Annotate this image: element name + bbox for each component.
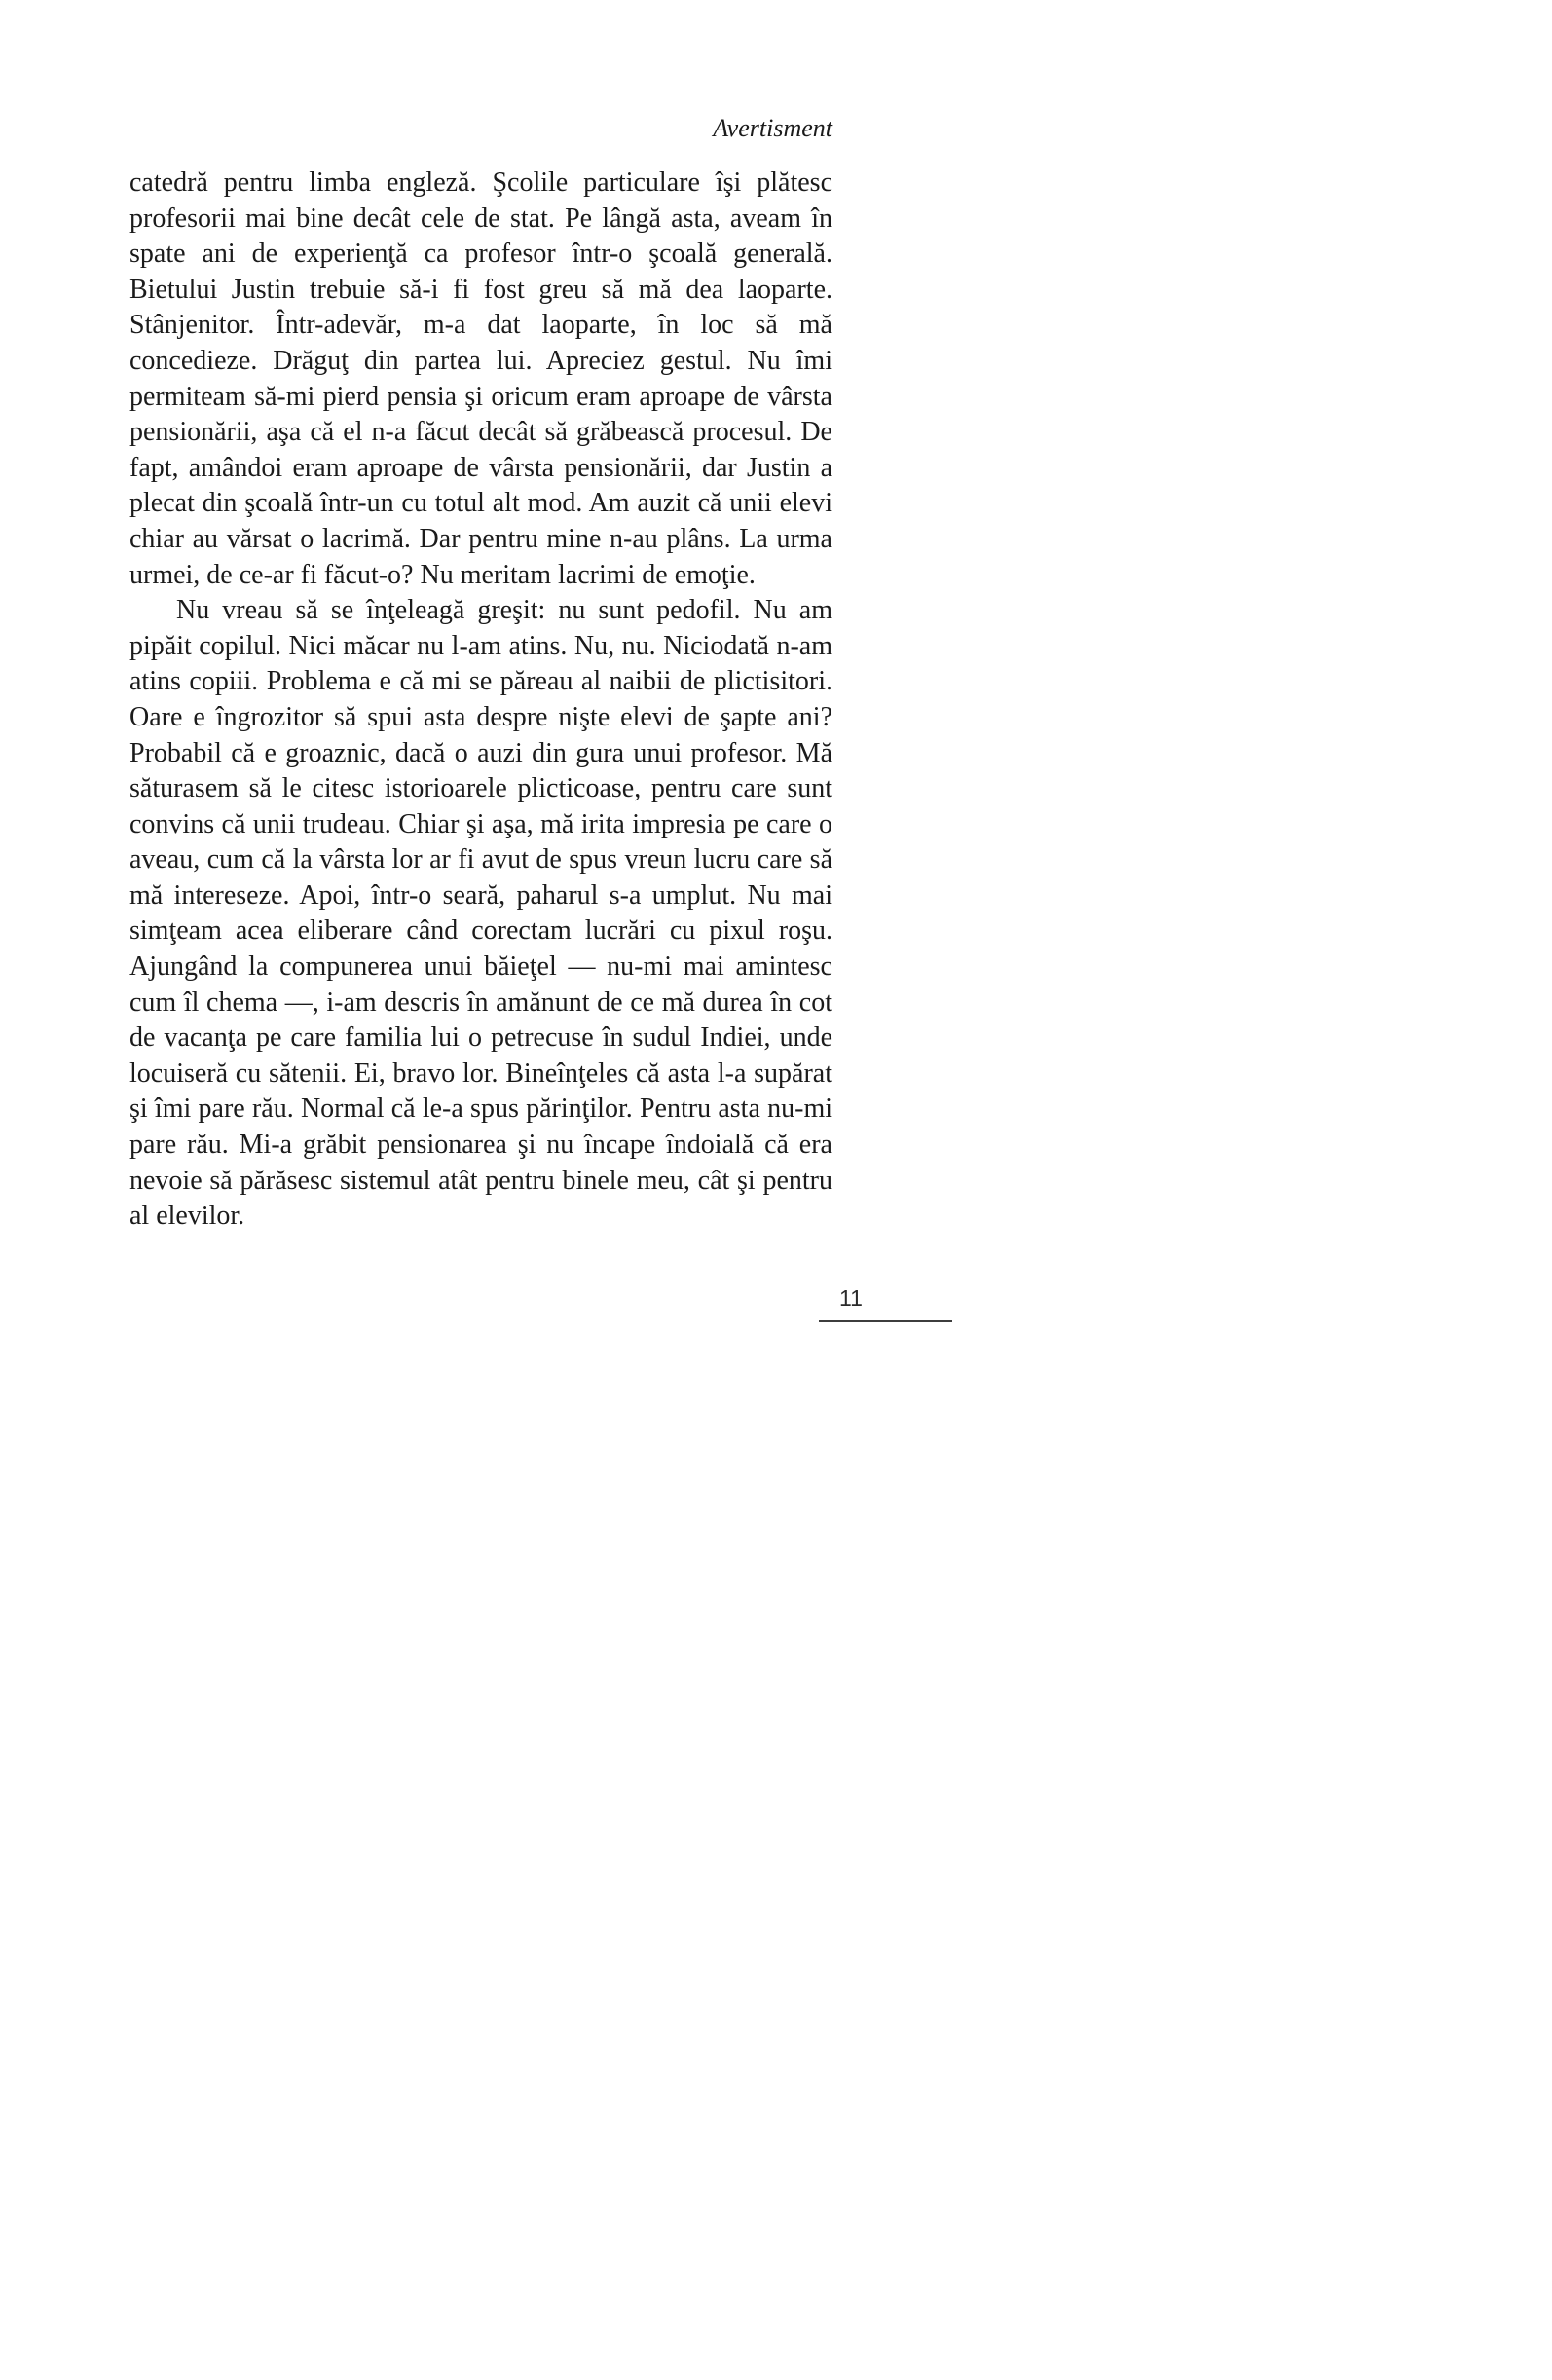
text-block xyxy=(129,166,832,1235)
paragraph: Nu vreau să se înţeleagă greşit: nu sunt pedofil. Nu am pipăit copilul. Nici măcar nu l-am atins. Nu, nu. Niciodată n-am atins copiii. Problema e că mi se păreau al naibii de plictisitori. Oare e îngrozitor să spui asta despre nişte elevi de şapte ani? Probabil că e groaznic, dacă o auzi din gura unui profesor. Mă săturasem să le citesc istorioarele plicticoase, pentru care sunt convins că unii trudeau. Chiar şi aşa, mă irita impresia pe care o aveau, cum că la vârsta lor ar fi avut de spus vreun lucru care să mă intereseze. Apoi, într-o seară, paharul s-a umplut. Nu mai simţeam acea eliberare când corectam lucrări cu pixul roşu. Ajungând la compunerea unui băieţel — nu-mi mai amintesc cum îl chema —, i-am descris în amănunt de ce mă durea în cot de vacanţa pe care familia lui o petrecuse în sudul Indiei, unde locuiseră cu sătenii. Ei, bravo lor. Bineînţeles că asta l-a supărat şi îmi pare rău. Normal că le-a spus părinţilor. Pentru asta nu-mi pare rău. Mi-a grăbit pensionarea şi nu încape îndoială că era nevoie să părăsesc sistemul atât pentru binele meu, cât şi pentru al elevilor. xyxy=(129,595,832,1232)
page-number-block xyxy=(819,1285,952,1322)
running-header: Avertisment xyxy=(713,114,832,142)
page-number: 11 xyxy=(839,1285,863,1311)
paragraph: catedră pentru limba engleză. Şcolile particulare îşi plătesc profesorii mai bine decât cele de stat. Pe lângă asta, aveam în spate ani de experienţă ca profesor într-o şcoală generală. Bietului Justin trebuie să-i fi fost greu să mă dea laoparte. Stânjenitor. Într-adevăr, m-a dat laoparte, în loc să mă concedieze. Drăguţ din partea lui. Apreciez gestul. Nu îmi permiteam să-mi pierd pensia şi oricum eram aproape de vârsta pensionării, aşa că el n-a făcut decât să grăbească procesul. De fapt, amândoi eram aproape de vârsta pensionării, dar Justin a plecat din şcoală într-un cu totul alt mod. Am auzit că unii elevi chiar au vărsat o lacrimă. Dar pentru mine n-au plâns. La urma urmei, de ce-ar fi făcut-o? Nu meritam lacrimi de emoţie. xyxy=(129,167,832,590)
